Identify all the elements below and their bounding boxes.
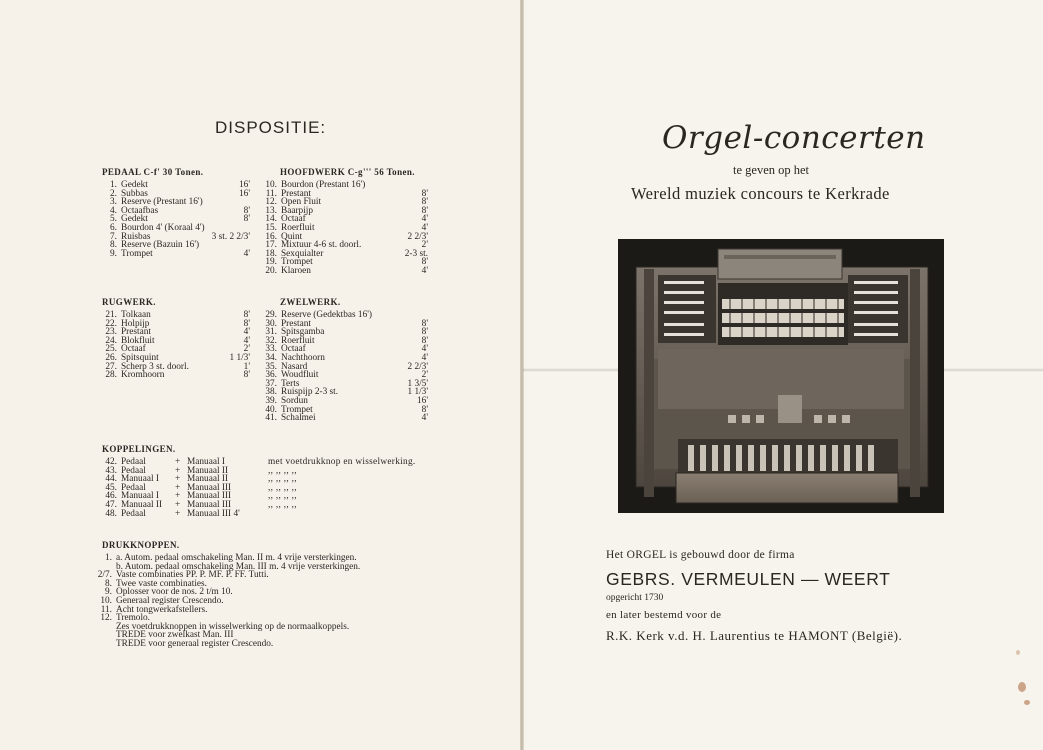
stop-name: Kromhoorn	[121, 370, 165, 381]
stop-footage: 8'	[421, 327, 428, 338]
stop-footage: 8'	[421, 318, 428, 329]
piston-text: Oplosser voor de nos. 2 t/m 10.	[116, 587, 233, 598]
stop-number: 2.	[110, 188, 117, 199]
stop-number: 35.	[265, 361, 277, 372]
stop-name: Roerfluit	[281, 335, 315, 346]
stop-name: Holpijp	[121, 318, 150, 329]
coupler-plus: +	[175, 482, 181, 493]
coupler-number: 47.	[105, 499, 117, 510]
coupler-from: Pedaal	[121, 465, 146, 476]
stop-number: 13.	[265, 205, 277, 216]
stop-name: Reserve (Gedektbas 16')	[281, 310, 372, 320]
stop-number: 30.	[265, 318, 277, 329]
drukknoppen-list	[90, 554, 450, 649]
coupler-row	[100, 510, 460, 519]
stop-footage: 4'	[421, 222, 428, 233]
piston-text: Vaste combinaties PP. P. MF. P. FF. Tutti.	[116, 570, 269, 581]
stop-name: Trompet	[281, 257, 313, 268]
coupler-note: met voetdrukknop en wisselwerking.	[268, 457, 416, 467]
piston-text: Tremolo.	[116, 613, 151, 624]
stain-mark	[1024, 700, 1030, 705]
piston-number: 9.	[105, 587, 112, 598]
coupler-plus: +	[175, 465, 181, 476]
piston-number: 2/7.	[97, 570, 112, 581]
stop-number: 33.	[265, 344, 277, 355]
stop-number: 18.	[265, 248, 277, 259]
stop-number: 37.	[265, 378, 277, 389]
stop-footage: 8'	[243, 205, 250, 216]
pedaal-heading: PEDAAL C-f' 30 Tonen.	[102, 167, 204, 177]
stop-name: Gedekt	[121, 214, 148, 225]
stop-number: 17.	[265, 240, 277, 251]
stop-name: Reserve (Bazuin 16')	[121, 240, 200, 251]
stop-number: 19.	[265, 257, 277, 268]
stop-number: 39.	[265, 395, 277, 406]
coupler-number: 44.	[105, 474, 117, 485]
koppelingen-heading: KOPPELINGEN.	[102, 444, 176, 454]
stop-number: 4.	[110, 205, 117, 216]
hoofdwerk-heading: HOOFDWERK C-g''' 56 Tonen.	[280, 167, 415, 177]
stop-footage: 2 2/3'	[407, 361, 428, 372]
stop-name: Ruisbas	[121, 231, 151, 242]
coupler-plus: +	[175, 499, 181, 510]
coupler-to: Manuaal III	[187, 499, 232, 510]
dispositie-title: DISPOSITIE:	[215, 118, 327, 137]
piston-text: b. Autom. pedaal omschakeling Man. III m. 4 vrije versterkingen.	[116, 561, 361, 572]
church-line: R.K. Kerk v.d. H. Laurentius te HAMONT (België).	[606, 628, 903, 643]
stop-row	[100, 250, 250, 259]
coupler-from: Pedaal	[121, 457, 146, 467]
stop-footage: 4'	[243, 335, 250, 346]
coupler-to: Manuaal III	[187, 491, 232, 502]
stop-footage: 4'	[421, 214, 428, 225]
coupler-number: 43.	[105, 465, 117, 476]
coupler-note: ,, ,, ,, ,,	[268, 491, 297, 502]
stop-footage: 8'	[243, 310, 250, 320]
stop-footage: 4'	[421, 352, 428, 363]
stop-name: Bourdon 4' (Koraal 4')	[121, 222, 205, 233]
coupler-note: ,, ,, ,, ,,	[268, 465, 297, 476]
stop-footage: 8'	[421, 257, 428, 268]
stop-number: 24.	[105, 335, 117, 346]
stop-footage: 1 1/3'	[407, 387, 428, 398]
stop-name: Gedekt	[121, 180, 148, 190]
stop-footage: 1'	[243, 361, 250, 372]
rugwerk-stop-list	[100, 311, 250, 380]
stop-footage: 8'	[421, 205, 428, 216]
coupler-plus: +	[175, 474, 181, 485]
stop-number: 1.	[110, 180, 117, 190]
coupler-number: 48.	[105, 508, 117, 519]
stop-number: 15.	[265, 222, 277, 233]
stop-number: 11.	[265, 188, 277, 199]
zwelwerk-heading: ZWELWERK.	[280, 297, 341, 307]
stop-footage: 8'	[421, 335, 428, 346]
stop-name: Quint	[281, 231, 303, 242]
stop-name: Klaroen	[281, 265, 311, 276]
piston-number: 10.	[100, 595, 112, 606]
builder-name: GEBRS. VERMEULEN — WEERT	[606, 569, 891, 589]
stop-footage: 2 2/3'	[407, 231, 428, 242]
coupler-to: Manuaal II	[187, 474, 229, 485]
stop-number: 31.	[265, 327, 277, 338]
coupler-to: Manuaal III	[187, 482, 232, 493]
stop-number: 36.	[265, 370, 277, 381]
stop-number: 27.	[105, 361, 117, 372]
stop-footage: 2'	[421, 370, 428, 381]
stop-name: Mixtuur 4-6 st. doorl.	[281, 240, 362, 251]
stop-footage: 8'	[243, 318, 250, 329]
stop-footage: 4'	[243, 248, 250, 259]
stop-name: Nasard	[281, 361, 308, 372]
stop-number: 41.	[265, 413, 277, 424]
stop-name: Reserve (Prestant 16')	[121, 197, 203, 208]
coupler-number: 45.	[105, 482, 117, 493]
stop-footage: 1 1/3'	[229, 352, 250, 363]
coupler-from: Manuaal I	[121, 474, 159, 485]
stop-name: Spitsgamba	[281, 327, 325, 338]
coupler-number: 42.	[105, 457, 117, 467]
orgel-concerten-title: Orgel-concerten	[662, 120, 926, 156]
stop-footage: 4'	[421, 413, 428, 424]
piston-text: Twee vaste combinaties.	[116, 578, 207, 589]
coupler-row	[100, 501, 460, 510]
stop-number: 25.	[105, 344, 117, 355]
stop-name: Blokfluit	[121, 335, 155, 346]
founded-line: opgericht 1730	[606, 593, 664, 603]
stop-name: Trompet	[121, 248, 153, 259]
stop-row	[260, 414, 428, 423]
stop-name: Octaafbas	[121, 205, 159, 216]
stop-number: 22.	[105, 318, 117, 329]
stop-row	[100, 371, 250, 380]
stain-mark	[1016, 650, 1020, 655]
stop-number: 14.	[265, 214, 277, 225]
stop-footage: 4'	[243, 327, 250, 338]
built-by-line: Het ORGEL is gebouwd door de firma	[606, 549, 795, 561]
piston-text: Acht tongwerkafstellers.	[116, 604, 208, 615]
stop-name: Prestant	[281, 318, 311, 329]
stop-number: 32.	[265, 335, 277, 346]
piston-row	[90, 640, 450, 649]
stop-name: Octaaf	[121, 344, 146, 355]
stop-name: Tolkaan	[121, 310, 151, 320]
stop-footage: 1 3/5'	[407, 378, 428, 389]
stop-number: 5.	[110, 214, 117, 225]
stop-name: Sordun	[281, 395, 308, 406]
stop-name: Baarpijp	[281, 205, 314, 216]
coupler-plus: +	[175, 457, 181, 467]
stop-name: Schalmei	[281, 413, 316, 424]
piston-text: TREDE voor zwelkast Man. III	[116, 630, 234, 641]
stain-mark	[1018, 682, 1026, 692]
zwelwerk-stop-list	[260, 311, 428, 423]
stop-number: 8.	[110, 240, 117, 251]
stop-footage: 8'	[243, 214, 250, 225]
stop-name: Prestant	[121, 327, 151, 338]
stop-footage: 4'	[421, 344, 428, 355]
stop-number: 40.	[265, 404, 277, 415]
piston-number: 8.	[105, 578, 112, 589]
stop-number: 7.	[110, 231, 117, 242]
stop-footage: 8'	[421, 188, 428, 199]
stop-footage: 2-3 st.	[404, 248, 428, 259]
coupler-note: ,, ,, ,, ,,	[268, 482, 297, 493]
coupler-note: ,, ,, ,, ,,	[268, 499, 297, 510]
hoofdwerk-stop-list	[260, 181, 428, 276]
drukknoppen-heading: DRUKKNOPPEN.	[102, 540, 180, 550]
pedaal-stop-list	[100, 181, 250, 258]
coupler-to: Manuaal II	[187, 465, 229, 476]
koppelingen-list	[100, 458, 460, 518]
stop-number: 3.	[110, 197, 117, 208]
subtitle-line2: Wereld muziek concours te Kerkrade	[631, 184, 890, 203]
subtitle-line1: te geven op het	[733, 163, 810, 177]
stop-number: 21.	[105, 310, 117, 320]
stop-footage: 8'	[243, 370, 250, 381]
coupler-from: Pedaal	[121, 508, 146, 519]
piston-number: 11.	[100, 604, 112, 615]
stop-footage: 16'	[417, 395, 428, 406]
stop-name: Octaaf	[281, 214, 306, 225]
stop-name: Sexquialter	[281, 248, 324, 259]
stop-name: Spitsquint	[121, 352, 159, 363]
stop-name: Open Fluit	[281, 197, 322, 208]
rugwerk-heading: RUGWERK.	[102, 297, 156, 307]
stop-number: 34.	[265, 352, 277, 363]
piston-text: TREDE voor generaal register Crescendo.	[116, 638, 274, 649]
stop-name: Ruispijp 2-3 st.	[281, 387, 339, 398]
stop-name: Subbas	[121, 188, 148, 199]
stop-number: 10.	[265, 180, 277, 190]
stop-name: Bourdon (Prestant 16')	[281, 180, 366, 190]
stop-number: 9.	[110, 248, 117, 259]
stop-name: Scherp 3 st. doorl.	[121, 361, 189, 372]
piston-number: 1.	[105, 553, 112, 563]
stop-number: 20.	[265, 265, 277, 276]
stop-name: Terts	[281, 378, 300, 389]
organ-console-illustration	[618, 239, 944, 513]
coupler-to: Manuaal III 4'	[187, 508, 240, 519]
later-line: en later bestemd voor de	[606, 609, 722, 621]
coupler-note: ,, ,, ,, ,,	[268, 474, 297, 485]
coupler-from: Pedaal	[121, 482, 146, 493]
stop-name: Prestant	[281, 188, 311, 199]
stop-name: Trompet	[281, 404, 313, 415]
page-fold	[520, 0, 524, 750]
stop-footage: 16'	[239, 180, 250, 190]
stop-number: 12.	[265, 197, 277, 208]
stop-number: 23.	[105, 327, 117, 338]
coupler-plus: +	[175, 508, 181, 519]
stop-name: Nachthoorn	[281, 352, 325, 363]
stop-number: 28.	[105, 370, 117, 381]
coupler-from: Manuaal II	[121, 499, 163, 510]
piston-text: a. Autom. pedaal omschakeling Man. II m. 4 vrije versterkingen.	[116, 553, 357, 563]
coupler-number: 46.	[105, 491, 117, 502]
stop-footage: 2'	[421, 240, 428, 251]
stop-row	[260, 267, 428, 276]
stop-number: 6.	[110, 222, 117, 233]
stop-footage: 2'	[243, 344, 250, 355]
stop-name: Octaaf	[281, 344, 306, 355]
stop-footage: 16'	[239, 188, 250, 199]
stop-number: 29.	[265, 310, 277, 320]
stop-name: Woudfluit	[281, 370, 319, 381]
stop-name: Roerfluit	[281, 222, 315, 233]
coupler-plus: +	[175, 491, 181, 502]
stop-number: 16.	[265, 231, 277, 242]
stop-footage: 8'	[421, 404, 428, 415]
organ-console-photo	[618, 239, 944, 513]
coupler-to: Manuaal I	[187, 457, 225, 467]
stop-footage: 3 st. 2 2/3'	[211, 231, 250, 242]
piston-text: Generaal register Crescendo.	[116, 595, 224, 606]
stop-footage: 8'	[421, 197, 428, 208]
stop-footage: 4'	[421, 265, 428, 276]
stop-number: 26.	[105, 352, 117, 363]
piston-text: Zes voetdrukknoppen in wisselwerking op de normaalkoppels.	[116, 621, 350, 632]
coupler-from: Manuaal I	[121, 491, 159, 502]
piston-number: 12.	[100, 613, 112, 624]
stop-number: 38.	[265, 387, 277, 398]
